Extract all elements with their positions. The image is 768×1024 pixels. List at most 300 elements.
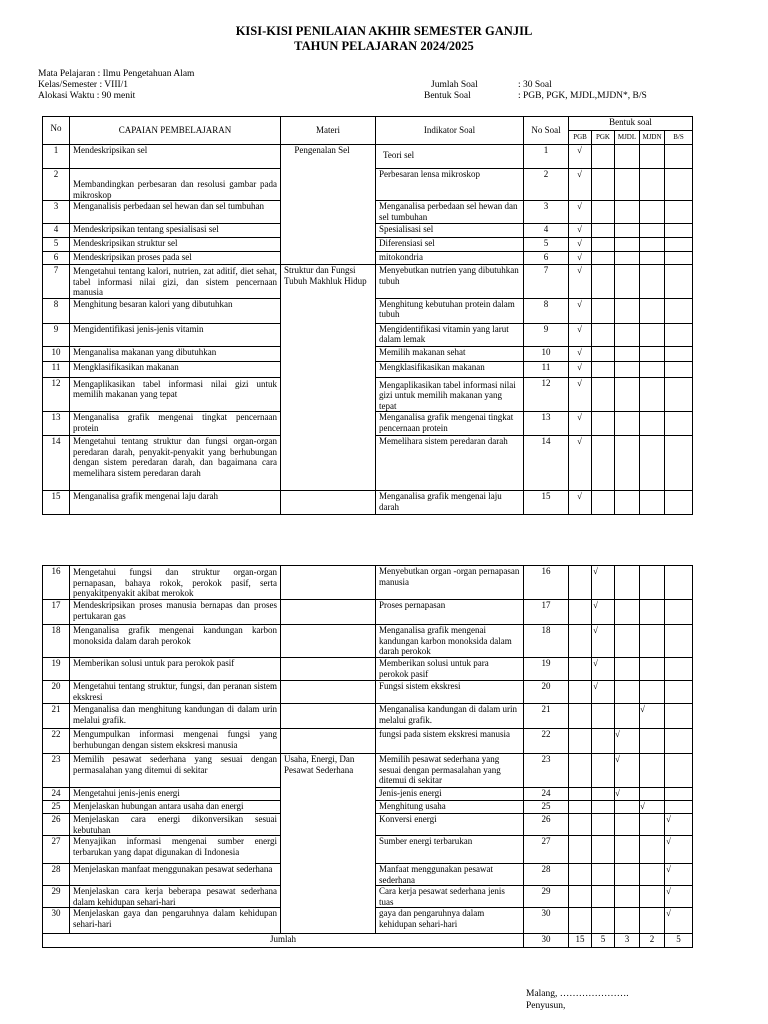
- bentuk-bs-cell: [665, 704, 693, 729]
- row-number: 6: [43, 252, 70, 265]
- row-number: 9: [43, 323, 70, 346]
- bentuk-pgk-cell: [592, 145, 615, 169]
- check-mark: √: [577, 145, 582, 155]
- bentuk-bs-cell: [665, 145, 693, 169]
- capaian-cell: Mengetahui tentang kalori, nutrien, zat aditif, diet sehat, tabel informasi nilai gizi, dan sistem pencernaan manusia: [70, 265, 281, 299]
- indikator-cell: fungsi pada sistem ekskresi manusia: [376, 729, 524, 754]
- bentuk-mjdl-cell: [615, 788, 640, 801]
- row-number: 16: [43, 566, 70, 600]
- bentuk-bs-cell: [665, 801, 693, 814]
- check-mark: √: [615, 754, 620, 764]
- table-row: [43, 704, 693, 729]
- indikator-cell: Menghitung kebutuhan protein dalam tubuh: [376, 298, 524, 323]
- table-row: [43, 265, 693, 299]
- row-number: 21: [43, 704, 70, 729]
- bentuk-pgb-cell: [569, 238, 592, 252]
- bentuk-pgk-cell: [592, 908, 615, 934]
- row-number: 28: [43, 864, 70, 886]
- header-indikator: Indikator Soal: [376, 117, 524, 145]
- bentuk-pgb-cell: [569, 145, 592, 169]
- bentuk-pgk-cell: [592, 681, 615, 704]
- bentuk-bs-cell: [665, 566, 693, 600]
- no-soal-cell: 29: [524, 886, 569, 908]
- bentuk-pgk-cell: [592, 265, 615, 299]
- check-mark: √: [666, 864, 671, 874]
- bentuk-pgk-cell: [592, 224, 615, 238]
- bentuk-pgb-cell: [569, 265, 592, 299]
- check-mark: √: [615, 729, 620, 739]
- bentuk-mjdl-cell: [615, 201, 640, 224]
- bentuk-pgk-cell: [592, 346, 615, 361]
- check-mark: √: [577, 201, 582, 211]
- indikator-cell: Sumber energi terbarukan: [376, 836, 524, 864]
- bentuk-mjdn-cell: [640, 346, 665, 361]
- bentuk-pgk-cell: [592, 201, 615, 224]
- materi-cell: Struktur dan Fungsi Tubuh Makhluk Hidup: [281, 265, 376, 491]
- indikator-cell: Menganalisa grafik mengenai laju darah: [376, 491, 524, 515]
- capaian-cell: Menganalisa dan menghitung kandungan di dalam urin melalui grafik.: [70, 704, 281, 729]
- bentuk-pgk-cell: [592, 377, 615, 412]
- row-number: 20: [43, 681, 70, 704]
- row-number: 25: [43, 801, 70, 814]
- row-number: 14: [43, 436, 70, 491]
- bentuk-mjdl-cell: [615, 836, 640, 864]
- kelas-info: Kelas/Semester : VIII/1: [38, 80, 129, 90]
- bentuk-mjdl-cell: [615, 238, 640, 252]
- bentuk-bs-cell: [665, 169, 693, 201]
- no-soal-cell: 17: [524, 600, 569, 625]
- bentuk-pgk-cell: [592, 886, 615, 908]
- bentuk-pgb-cell: [569, 681, 592, 704]
- bentuk-mjdl-cell: [615, 658, 640, 681]
- jumlah-pgk: 5: [592, 934, 615, 948]
- bentuk-pgb-cell: [569, 658, 592, 681]
- check-mark: √: [577, 298, 582, 309]
- check-mark: √: [666, 908, 671, 918]
- indikator-cell: Fungsi sistem ekskresi: [376, 681, 524, 704]
- check-mark: √: [640, 704, 645, 714]
- bentuk-pgk-cell: [592, 436, 615, 491]
- no-soal-cell: 2: [524, 169, 569, 201]
- bentuk-bs-cell: [665, 788, 693, 801]
- indikator-cell: mitokondria: [376, 252, 524, 265]
- no-soal-cell: 11: [524, 361, 569, 377]
- capaian-cell: Menganalisa grafik mengenai kandungan karbon monoksida dalam darah perokok: [70, 625, 281, 658]
- bentuk-pgb-cell: [569, 600, 592, 625]
- row-number: 30: [43, 908, 70, 934]
- check-mark: √: [577, 238, 582, 248]
- no-soal-cell: 24: [524, 788, 569, 801]
- bentuk-pgb-cell: [569, 252, 592, 265]
- bentuk-bs-cell: [665, 436, 693, 491]
- header-pgb: PGB: [569, 131, 592, 145]
- bentuk-mjdl-cell: [615, 169, 640, 201]
- bentuk-pgb-cell: [569, 886, 592, 908]
- no-soal-cell: 10: [524, 346, 569, 361]
- bentuk-bs-cell: [665, 201, 693, 224]
- bentuk-bs-cell: [665, 361, 693, 377]
- row-number: 12: [43, 377, 70, 412]
- row-number: 24: [43, 788, 70, 801]
- bentuk-mjdl-cell: [615, 361, 640, 377]
- bentuk-pgk-cell: [592, 814, 615, 836]
- row-number: 8: [43, 298, 70, 323]
- capaian-cell: Mengetahui tentang struktur dan fungsi organ-organ peredaran darah, penyakit-penyakit yang berhubungan dengan sistem peredaran darah, dan bagaimana cara memelihara sistem peredaran darah: [70, 436, 281, 491]
- row-number: 11: [43, 361, 70, 377]
- bentuk-bs-cell: [665, 864, 693, 886]
- bentuk-soal-value: : PGB, PGK, MJDL,MJDN*, B/S: [518, 91, 647, 101]
- bentuk-mjdn-cell: [640, 491, 665, 515]
- capaian-cell: Menganalisa grafik mengenai laju darah: [70, 491, 281, 515]
- table-row: [43, 600, 693, 625]
- header-no: No: [43, 117, 70, 145]
- jumlah-bs: 5: [665, 934, 693, 948]
- bentuk-mjdl-cell: [615, 908, 640, 934]
- check-mark: √: [577, 323, 582, 334]
- row-number: 3: [43, 201, 70, 224]
- bentuk-mjdl-cell: [615, 625, 640, 658]
- materi-cell: [281, 625, 376, 658]
- indikator-cell: Memberikan solusi untuk para perokok pasif: [376, 658, 524, 681]
- bentuk-pgb-cell: [569, 754, 592, 788]
- bentuk-mjdl-cell: [615, 491, 640, 515]
- bentuk-pgb-cell: [569, 788, 592, 801]
- capaian-cell: Mengetahui fungsi dan struktur organ-organ pernapasan, bahaya rokok, perokok pasif, serta penyakitpenyakit akibat merokok: [70, 566, 281, 600]
- bentuk-mjdn-cell: [640, 298, 665, 323]
- bentuk-mjdn-cell: [640, 658, 665, 681]
- bentuk-mjdn-cell: [640, 788, 665, 801]
- bentuk-bs-cell: [665, 754, 693, 788]
- check-mark: √: [577, 265, 582, 275]
- bentuk-pgk-cell: [592, 566, 615, 600]
- bentuk-mjdl-cell: [615, 864, 640, 886]
- indikator-cell: Menganalisa grafik mengenai tingkat pencernaan protein: [376, 412, 524, 436]
- check-mark: √: [577, 224, 582, 234]
- bentuk-mjdn-cell: [640, 600, 665, 625]
- capaian-cell: Mengklasifikasikan makanan: [70, 361, 281, 377]
- bentuk-mjdl-cell: [615, 566, 640, 600]
- check-mark: √: [577, 377, 582, 388]
- materi-cell: [281, 491, 376, 515]
- bentuk-bs-cell: [665, 323, 693, 346]
- bentuk-pgk-cell: [592, 836, 615, 864]
- bentuk-mjdl-cell: [615, 412, 640, 436]
- indikator-cell: Diferensiasi sel: [376, 238, 524, 252]
- indikator-cell: Cara kerja pesawat sederhana jenis tuas: [376, 886, 524, 908]
- capaian-cell: Menghitung besaran kalori yang dibutuhkan: [70, 298, 281, 323]
- bentuk-pgb-cell: [569, 412, 592, 436]
- no-soal-cell: 25: [524, 801, 569, 814]
- row-number: 22: [43, 729, 70, 754]
- bentuk-mjdn-cell: [640, 201, 665, 224]
- bentuk-bs-cell: [665, 412, 693, 436]
- bentuk-mjdn-cell: [640, 361, 665, 377]
- bentuk-mjdl-cell: [615, 600, 640, 625]
- indikator-cell: Perbesaran lensa mikroskop: [376, 169, 524, 201]
- bentuk-pgb-cell: [569, 346, 592, 361]
- row-number: 2: [43, 169, 70, 201]
- bentuk-mjdn-cell: [640, 224, 665, 238]
- bentuk-pgb-cell: [569, 323, 592, 346]
- indikator-cell: Manfaat menggunakan pesawat sederhana: [376, 864, 524, 886]
- check-mark: √: [666, 836, 671, 846]
- capaian-cell: Menjelaskan hubungan antara usaha dan energi: [70, 801, 281, 814]
- bentuk-mjdl-cell: [615, 729, 640, 754]
- check-mark: √: [577, 169, 582, 179]
- capaian-cell: Mendeskripsikan tentang spesialisasi sel: [70, 224, 281, 238]
- capaian-cell: Memberikan solusi untuk para perokok pasif: [70, 658, 281, 681]
- table-row: [43, 491, 693, 515]
- bentuk-mjdn-cell: [640, 729, 665, 754]
- table-row: [43, 729, 693, 754]
- bentuk-pgb-cell: [569, 566, 592, 600]
- bentuk-pgk-cell: [592, 625, 615, 658]
- bentuk-mjdn-cell: [640, 252, 665, 265]
- bentuk-pgb-cell: [569, 814, 592, 836]
- header-mjdn: MJDN: [640, 131, 665, 145]
- no-soal-cell: 6: [524, 252, 569, 265]
- no-soal-cell: 22: [524, 729, 569, 754]
- no-soal-cell: 20: [524, 681, 569, 704]
- bentuk-mjdn-cell: [640, 145, 665, 169]
- bentuk-bs-cell: [665, 346, 693, 361]
- row-number: 5: [43, 238, 70, 252]
- no-soal-cell: 16: [524, 566, 569, 600]
- indikator-cell: Memilih makanan sehat: [376, 346, 524, 361]
- bentuk-mjdl-cell: [615, 436, 640, 491]
- bentuk-mjdn-cell: [640, 566, 665, 600]
- bentuk-mjdl-cell: [615, 145, 640, 169]
- capaian-cell: Mendeskripsikan sel: [70, 145, 281, 169]
- row-number: 18: [43, 625, 70, 658]
- table-row: [43, 625, 693, 658]
- document-subtitle: TAHUN PELAJARAN 2024/2025: [294, 39, 474, 53]
- no-soal-cell: 28: [524, 864, 569, 886]
- bentuk-pgk-cell: [592, 754, 615, 788]
- bentuk-mjdl-cell: [615, 265, 640, 299]
- capaian-cell: Menjelaskan cara energi dikonversikan sesuai kebutuhan: [70, 814, 281, 836]
- no-soal-cell: 27: [524, 836, 569, 864]
- bentuk-pgb-cell: [569, 377, 592, 412]
- indikator-cell: Menyebutkan nutrien yang dibutuhkan tubuh: [376, 265, 524, 299]
- bentuk-mjdl-cell: [615, 814, 640, 836]
- bentuk-pgk-cell: [592, 864, 615, 886]
- bentuk-mjdl-cell: [615, 224, 640, 238]
- indikator-cell: Jenis-jenis energi: [376, 788, 524, 801]
- bentuk-pgb-cell: [569, 836, 592, 864]
- bentuk-mjdn-cell: [640, 908, 665, 934]
- jumlah-label: Jumlah: [43, 934, 524, 948]
- bentuk-bs-cell: [665, 238, 693, 252]
- no-soal-cell: 21: [524, 704, 569, 729]
- row-number: 10: [43, 346, 70, 361]
- table-row: [43, 754, 693, 788]
- bentuk-bs-cell: [665, 625, 693, 658]
- capaian-cell: Menjelaskan gaya dan pengaruhnya dalam kehidupan sehari-hari: [70, 908, 281, 934]
- signature-place: Malang, ………………….: [526, 989, 629, 999]
- mapel-info: Mata Pelajaran : Ilmu Pengetahuan Alam: [38, 69, 195, 79]
- bentuk-mjdn-cell: [640, 323, 665, 346]
- bentuk-bs-cell: [665, 886, 693, 908]
- check-mark: √: [577, 346, 582, 357]
- jumlah-soal-value: : 30 Soal: [518, 80, 552, 90]
- bentuk-mjdl-cell: [615, 298, 640, 323]
- bentuk-bs-cell: [665, 298, 693, 323]
- bentuk-pgb-cell: [569, 169, 592, 201]
- capaian-cell: Menjelaskan manfaat menggunakan pesawat sederhana: [70, 864, 281, 886]
- no-soal-cell: 4: [524, 224, 569, 238]
- check-mark: √: [593, 625, 598, 635]
- bentuk-mjdn-cell: [640, 436, 665, 491]
- no-soal-cell: 13: [524, 412, 569, 436]
- row-number: 27: [43, 836, 70, 864]
- header-mjdl: MJDL: [615, 131, 640, 145]
- bentuk-bs-cell: [665, 836, 693, 864]
- bentuk-pgb-cell: [569, 224, 592, 238]
- table-row: [43, 681, 693, 704]
- materi-cell: [281, 566, 376, 600]
- bentuk-pgk-cell: [592, 298, 615, 323]
- jumlah-row: [43, 934, 693, 948]
- bentuk-bs-cell: [665, 908, 693, 934]
- check-mark: √: [666, 886, 671, 896]
- no-soal-cell: 1: [524, 145, 569, 169]
- no-soal-cell: 23: [524, 754, 569, 788]
- jumlah-mjdl: 3: [615, 934, 640, 948]
- bentuk-mjdn-cell: [640, 265, 665, 299]
- bentuk-pgb-cell: [569, 298, 592, 323]
- capaian-cell: Mengumpulkan informasi mengenai fungsi yang berhubungan dengan sistem ekskresi manusia: [70, 729, 281, 754]
- row-number: 26: [43, 814, 70, 836]
- bentuk-mjdn-cell: [640, 681, 665, 704]
- no-soal-cell: 18: [524, 625, 569, 658]
- indikator-cell: Memelihara sistem peredaran darah: [376, 436, 524, 491]
- header-bs: B/S: [665, 131, 693, 145]
- no-soal-cell: 19: [524, 658, 569, 681]
- bentuk-pgb-cell: [569, 436, 592, 491]
- indikator-cell: Mengidentifikasi vitamin yang larut dalam lemak: [376, 323, 524, 346]
- check-mark: √: [593, 681, 598, 691]
- check-mark: √: [593, 600, 598, 610]
- row-number: 7: [43, 265, 70, 299]
- bentuk-mjdl-cell: [615, 681, 640, 704]
- bentuk-pgk-cell: [592, 729, 615, 754]
- no-soal-cell: 3: [524, 201, 569, 224]
- bentuk-pgk-cell: [592, 788, 615, 801]
- capaian-cell: Memilih pesawat sederhana yang sesuai dengan permasalahan yang ditemui di sekitar: [70, 754, 281, 788]
- capaian-cell: Menjelaskan cara kerja beberapa pesawat sederhana dalam kehidupan sehari-hari: [70, 886, 281, 908]
- check-mark: √: [577, 491, 582, 501]
- materi-cell: [281, 658, 376, 681]
- no-soal-cell: 14: [524, 436, 569, 491]
- indikator-cell: Memilih pesawat sederhana yang sesuai dengan permasalahan yang ditemui di sekitar: [376, 754, 524, 788]
- bentuk-mjdl-cell: [615, 377, 640, 412]
- table-row: [43, 658, 693, 681]
- indikator-cell: Mengklasifikasikan makanan: [376, 361, 524, 377]
- bentuk-mjdn-cell: [640, 238, 665, 252]
- bentuk-pgk-cell: [592, 704, 615, 729]
- capaian-cell: Mendeskripsikan proses manusia bernapas dan proses pertukaran gas: [70, 600, 281, 625]
- bentuk-mjdl-cell: [615, 704, 640, 729]
- table-row: [43, 145, 693, 169]
- no-soal-cell: 15: [524, 491, 569, 515]
- row-number: 13: [43, 412, 70, 436]
- bentuk-pgb-cell: [569, 361, 592, 377]
- bentuk-mjdl-cell: [615, 886, 640, 908]
- bentuk-pgk-cell: [592, 600, 615, 625]
- capaian-cell: Mengetahui tentang struktur, fungsi, dan peranan sistem ekskresi: [70, 681, 281, 704]
- check-mark: √: [577, 252, 582, 262]
- bentuk-mjdn-cell: [640, 704, 665, 729]
- bentuk-pgb-cell: [569, 625, 592, 658]
- bentuk-pgk-cell: [592, 412, 615, 436]
- bentuk-bs-cell: [665, 265, 693, 299]
- bentuk-mjdn-cell: [640, 169, 665, 201]
- capaian-cell: Membandingkan perbesaran dan resolusi gambar pada mikroskop: [70, 169, 281, 201]
- bentuk-mjdn-cell: [640, 412, 665, 436]
- bentuk-soal-label: Bentuk Soal: [424, 91, 471, 101]
- bentuk-bs-cell: [665, 600, 693, 625]
- kisi-table-page1: [42, 116, 693, 515]
- no-soal-cell: 12: [524, 377, 569, 412]
- document-title: KISI-KISI PENILAIAN AKHIR SEMESTER GANJIL: [235, 24, 533, 38]
- bentuk-pgb-cell: [569, 704, 592, 729]
- no-soal-cell: 30: [524, 908, 569, 934]
- indikator-cell: Konversi energi: [376, 814, 524, 836]
- bentuk-mjdl-cell: [615, 252, 640, 265]
- bentuk-mjdn-cell: [640, 377, 665, 412]
- bentuk-bs-cell: [665, 252, 693, 265]
- capaian-cell: Menganalisa makanan yang dibutuhkan: [70, 346, 281, 361]
- jumlah-pgb: 15: [569, 934, 592, 948]
- bentuk-mjdn-cell: [640, 814, 665, 836]
- materi-cell: [281, 704, 376, 729]
- bentuk-pgk-cell: [592, 238, 615, 252]
- bentuk-pgk-cell: [592, 491, 615, 515]
- table-row: [43, 566, 693, 600]
- no-soal-cell: 8: [524, 298, 569, 323]
- no-soal-cell: 26: [524, 814, 569, 836]
- check-mark: √: [666, 814, 671, 824]
- jumlah-mjdn: 2: [640, 934, 665, 948]
- row-number: 17: [43, 600, 70, 625]
- bentuk-bs-cell: [665, 658, 693, 681]
- bentuk-pgk-cell: [592, 361, 615, 377]
- check-mark: √: [577, 436, 582, 446]
- indikator-cell: Proses pernapasan: [376, 600, 524, 625]
- indikator-cell: Spesialisasi sel: [376, 224, 524, 238]
- bentuk-pgb-cell: [569, 201, 592, 224]
- header-no-soal: No Soal: [524, 117, 569, 145]
- bentuk-bs-cell: [665, 681, 693, 704]
- bentuk-mjdn-cell: [640, 754, 665, 788]
- capaian-cell: Menganalisa grafik mengenai tingkat pencernaan protein: [70, 412, 281, 436]
- capaian-cell: Mengidentifikasi jenis-jenis vitamin: [70, 323, 281, 346]
- row-number: 1: [43, 145, 70, 169]
- waktu-info: Alokasi Waktu : 90 menit: [38, 91, 136, 101]
- indikator-cell: Menganalisa grafik mengenai kandungan karbon monoksida dalam darah perokok: [376, 625, 524, 658]
- bentuk-pgb-cell: [569, 801, 592, 814]
- check-mark: √: [593, 658, 598, 668]
- capaian-cell: Mengaplikasikan tabel informasi nilai gizi untuk memilih makanan yang tepat: [70, 377, 281, 412]
- indikator-cell: Mengaplikasikan tabel informasi nilai gizi untuk memilih makanan yang tepat: [376, 377, 524, 412]
- bentuk-mjdn-cell: [640, 886, 665, 908]
- row-number: 23: [43, 754, 70, 788]
- jumlah-no-soal: 30: [524, 934, 569, 948]
- materi-cell: [281, 681, 376, 704]
- bentuk-pgk-cell: [592, 658, 615, 681]
- bentuk-mjdl-cell: [615, 323, 640, 346]
